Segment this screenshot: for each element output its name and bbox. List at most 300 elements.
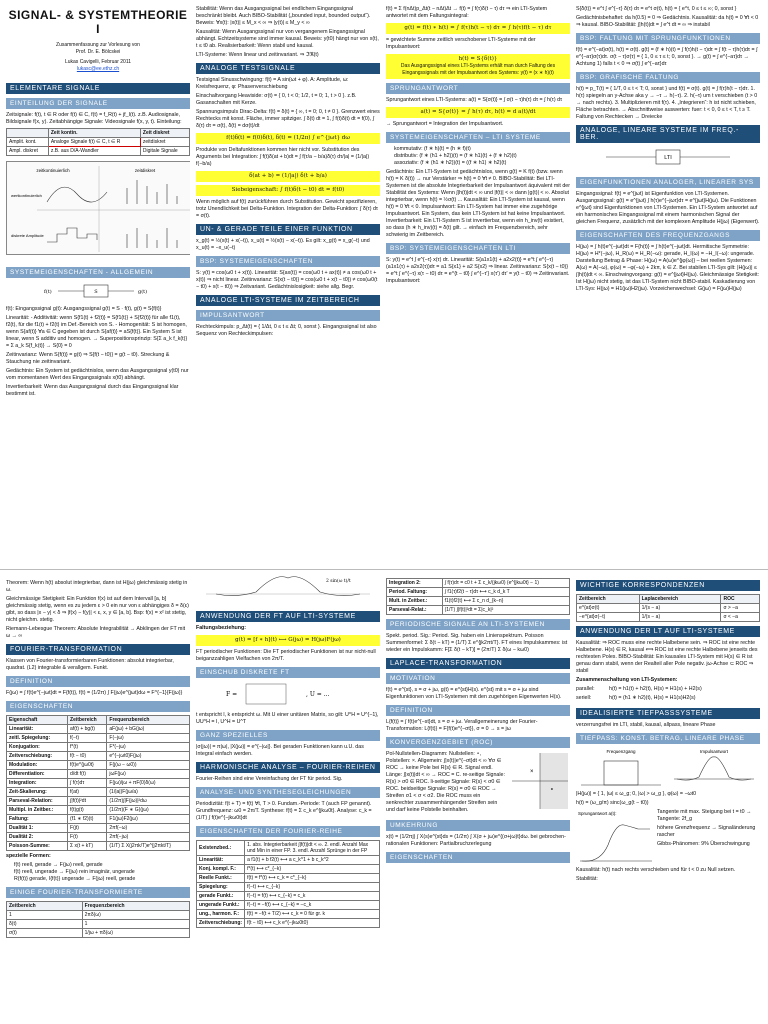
subsection-laplace-definition: DEFINITION	[386, 705, 570, 716]
subsection-periodische-signale: PERIODISCHE SIGNALE AN LTI-SYSTEMEN	[386, 619, 570, 630]
table-row	[197, 856, 380, 865]
inverse-text: x(t) = (1/2πj) ∫ X(s)e^{st}ds = (1/2π) ∫ X(σ + jω)e^{(σ+jω)t}dω. bei gebrochen-rationalen Funktionen: Partialbruchzerlegung	[386, 834, 566, 847]
table-cell: Dualität 2:	[7, 833, 68, 842]
input-label: f(t)	[44, 289, 52, 295]
table-cell: aF(jω) + bG(jω)	[107, 725, 190, 734]
table-row	[7, 761, 190, 770]
author-line: Lukas Cavigelli, Februar 2011	[64, 59, 132, 65]
table-cell: f(t − t0)	[68, 752, 107, 761]
pole-marker: ×	[530, 769, 534, 775]
table-row	[577, 613, 760, 622]
subsection-motivation: MOTIVATION	[386, 673, 570, 684]
step-response-row	[576, 809, 760, 867]
table-cell: 1/jω + πδ(ω)	[82, 929, 189, 938]
table-header: Zeitbereich	[577, 595, 640, 604]
riemann-text: Riemann-Lebesgue Theorem: Absolute Integrabilität → Abklingen der FT mit ω → ∞	[6, 626, 186, 639]
subsection-definition: DEFINITION	[6, 676, 190, 687]
table-cell: z.B. aus D/A-Wandler	[48, 147, 140, 156]
laplace-definition: L{f(t)} = ∫ f(t)e^{−st}dt, s = σ + jω. Verallgemeinerung der Fourier-Transformation: L{f(t)} = F{f(t)e^{−σt}}, σ = 0 → s = jω	[386, 719, 538, 732]
lti-properties-list	[394, 146, 570, 167]
table-row	[577, 604, 760, 613]
impulse-example-eq: S{δ(t)} = e^t ∫ e^{−τ} δ(τ) dτ = e^t σ(t), h(t) = { e^t, 0 ≤ t ≤ ∞; 0, sonst }	[576, 6, 737, 12]
impulse-text: Rechteckimpuls: p_Δt(t) = { 1/Δt, 0 ≤ t ≤ Δt; 0, sonst }. Eingangssignal ist also Sequenz von Rechteckimpulsen:	[196, 324, 377, 337]
subsection-analyse-synthese: ANALYSE- UND SYNTHESEGLEICHUNGEN	[196, 787, 380, 798]
table-cell: Konj. kompl. F.:	[197, 865, 245, 874]
table-cell: Mult. in Zeitber.:	[387, 597, 443, 606]
table-cell: f(−t) = −f(t) ⟷ c_{−k} = −c_k	[245, 901, 380, 910]
roc-block	[386, 751, 570, 816]
roc-text: Pol-Nullstellen-Diagramm: Nullstellen: ∘, Polstellen: ×. Allgemein: ∫|x(t)|e^{−σt}dt < ∞ ∀σ ∈ ROC → keine Pole bei R{s} ∈ R. Signal endl. Länge: ∫|x(t)|dt < ∞ → ROC = C. re-seitige Signale: R{s} > σ0 ∈ ROC. li-seitige Signale: R{s} < σ0 ∈ ROC. beidseitige Signale: R{s} = σ0 ∈ ROC → Streifen σ1 < σ < σ2. Die ROC muss ein senkrechter zusammenhängender Streifen sein und darf keine Polstelle beinhalten.	[386, 751, 505, 813]
table-cell: Integration 2:	[387, 579, 443, 588]
table-cell: f(t) = f*(t) ⟷ c_k = c*_{−k}	[245, 874, 380, 883]
fig-label: diskrete Amplitude	[11, 233, 44, 238]
fig-label: Frequenzgang	[606, 749, 636, 754]
table-cell: zeitdiskret	[140, 138, 189, 147]
column-4-top	[576, 0, 760, 566]
column-2-top	[196, 0, 380, 566]
table-cell: Linearität:	[197, 856, 245, 865]
svg-text:, U = ...: , U = ...	[306, 691, 330, 698]
table-cell: Faltung:	[7, 815, 68, 824]
dft-matrix-figure	[196, 681, 380, 707]
table-cell: Linearität:	[7, 725, 68, 734]
section-laplace: LAPLACE-TRANSFORMATION	[386, 658, 570, 669]
lowpass-eq: |H(jω)| = { 1, |ω| ≤ ω_g; 0, |ω| > ω_g }, φ(ω) = −ωt0	[576, 791, 697, 797]
table-cell: (1/2π)(F ∗ G)(jω)	[107, 806, 190, 815]
table-cell: Parseval-Relation:	[7, 797, 68, 806]
eigenfunction-text: Eingangssignal: f(t) = e^{jωt} ist Eigenfunktion von LTI-Systemen. Ausgangssignal: g(t) = e^{jωt} ∫ h(τ)e^{−jωτ}dτ = e^{jωt}H(jω). Die Funktionen e^{jωt} sind Eigenfunktionen von LTI-Systemen. Ein LTI-System antwortet auf ein harmonisches Eingangssignal mit einem harmonischen Signal der gleichen Frequenz, zusätzlich mit der komplexen Amplitude H(jω) (Eigenwert).	[576, 191, 760, 225]
fourier-series-table	[196, 840, 380, 928]
table-cell: jωF(jω)	[107, 770, 190, 779]
zero-marker: ∘	[550, 787, 554, 793]
fig-label: zeitkontinuierlich	[36, 168, 70, 173]
highlight-scaling: δ(at + b) = (1/|a|) δ(t + b/a)	[196, 171, 380, 182]
table-cell: 1/(s − a)	[639, 604, 721, 613]
sinc-figure	[196, 574, 380, 602]
laplace-pairs-table	[576, 594, 760, 622]
section-elementare-signale: ELEMENTARE SIGNALE	[6, 83, 190, 94]
section-korrespondenzen: WICHTIGE KORRESPONDENZEN	[576, 580, 760, 591]
subsection-roc: KONVERGENZGEBIET (ROC)	[386, 737, 570, 748]
table-cell: Period. Faltung:	[387, 588, 443, 597]
subsection-systemeigenschaften: SYSTEMEIGENSCHAFTEN - ALLGEMEIN	[6, 267, 190, 278]
lti-text: LTI-Systeme: Wenn linear und zeitinvariant. ⇒ ℑℜ(t)	[196, 52, 319, 58]
table-row	[197, 841, 380, 856]
table-header: Eigenschaft	[7, 716, 68, 725]
table-header: Frequenzbereich	[82, 902, 189, 911]
svg-text:F =: F =	[226, 691, 238, 698]
page-divider	[0, 569, 768, 570]
sum-equation: f(t) = Σ f(nΔt)p_Δt(t − nΔt)Δt → f(t) = ∫ f(τ)δ(t − τ) dτ ⇒ ein LTI-System antwortet mit dem Faltungsintegral:	[386, 6, 548, 19]
motivation-text: f(t) = e^{st}, s = σ + jω, g(t) = e^{st}H(s). e^{st} mit s = σ + jω sind Eigenfunktionen von LTI-Systemen mit den zugehörigen Eigenwerten H(s).	[386, 687, 562, 700]
table-cell: σ(t)	[7, 929, 83, 938]
einteilung-text: Zeitsignale: f(t), t ∈ R oder f(t) ∈ C, f(t) = f_R(t) + jf_I(t). z.B. Audiosignale, Bildsignale f(x, y). Zeitabhängige Signale: Videosignale f(x, y, t). Einteilung:	[6, 112, 182, 125]
table-cell: 1/(s − a)	[639, 613, 721, 622]
table-row	[387, 579, 570, 588]
column-1-bottom	[6, 574, 190, 1024]
table-cell: Analoge Signale f(t) ∈ C, t ∈ R	[48, 138, 140, 147]
subsection-lti-eigenschaften: SYSTEMEIGENSCHAFTEN – LTI SYSTEME	[386, 132, 570, 143]
table-cell: δ(t)	[7, 920, 83, 929]
serial-label: seriell:	[576, 695, 592, 701]
table-cell: a f1(t) + b f2(t) ⟷ a c_k^1 + b c_k^2	[245, 856, 380, 865]
parallel-label: parallel:	[576, 686, 595, 692]
table-cell: (f1 ∗ f2)(t)	[68, 815, 107, 824]
section-tiefpass: IDEALISIERTE TIEFPASSSYSTEME	[576, 708, 760, 719]
causality-stability-text: Kausalität: ⇒ ROC muss eine rechte Halbebene sein. ⇒ ROC ist eine rechte Halbebene. H(s) ∈ R, kausal ⟺ ROC ist eine rechte Halbebene jenseits des rechtesten Poles. BIBO-Stabilität: Ein kausales LTI-System mit H(s) ∈ R ist genau dann stabil, wenn der Realteil aller Pole negativ. jω-Achse ⊂ ROC ⇒ stabil	[576, 640, 758, 674]
table-cell: ∫ f(τ)dτ = c0 t + Σ c_k/(jkω0) (e^{jkω0t} − 1)	[442, 579, 569, 588]
table-cell: 1. abs. Integrierbarkeit ∫|f(t)|dt < ∞. 2. endl. Anzahl Max und Min in einer FP. 3. endl. Anzahl Sprünge in der FP	[245, 841, 380, 856]
table-cell: (1/T) ∫|f(t)|²dt = Σ|c_k|²	[442, 606, 569, 615]
table-cell: F(jt)	[68, 824, 107, 833]
column-2-bottom	[196, 574, 380, 1024]
convolution-text: = gewichtete Summe zeitlich verschobener LTI-Systeme mit der Impulsantwort:	[386, 37, 536, 50]
table-cell: f(−t)	[68, 734, 107, 743]
column-3-top	[386, 0, 570, 566]
subsection-ganz-spezielles: GANZ SPEZIELLES	[196, 730, 380, 741]
subsection-tiefpass: TIEFPASS: KONST. BETRAG, LINEARE PHASE	[576, 733, 760, 744]
table-row	[387, 606, 570, 615]
system-label: S	[94, 289, 98, 295]
pole-zero-diagram	[510, 751, 570, 811]
higher-cutoff-text: höhere Grenzfrequenz → Signaländerung rascher	[657, 825, 756, 838]
subsection-bsp-lti: BSP: SYSTEMEIGENSCHAFTEN LTI	[386, 243, 570, 254]
sifting-text: Wenn möglich auf f(t) zurückführen durch Substitution. Gewicht spezifizieren, trotz Unendlichkeit bei Delta-Funktion. Integration der Delta-Funktion: ∫ δ(τ) dτ = σ(t).	[196, 199, 378, 219]
table-cell: ∫ f(τ)dτ	[68, 779, 107, 788]
section-testsignale: ANALOGE TESTSIGNALE	[196, 63, 380, 74]
serial-eq: h(t) = (h1 ∗ h2)(t), H(s) = H1(s)H2(s)	[609, 695, 696, 701]
table-cell: Differentiation:	[7, 770, 68, 779]
author-email-link[interactable]: lukasc@ee.ethz.ch	[76, 66, 120, 72]
subsection-grafische-faltung: BSP: GRAFISCHE FALTUNG	[576, 72, 760, 83]
table-row	[7, 788, 190, 797]
column-4-bottom	[576, 574, 760, 1024]
subsection-sprungantwort: SPRUNGANTWORT	[386, 83, 570, 94]
ft-pairs-table	[6, 901, 190, 938]
sinc-label: 2 sin(ω t)/t	[326, 579, 351, 584]
table-cell: Σ x(t + kT)	[68, 842, 107, 851]
digital-stems	[127, 228, 177, 248]
subtitle-line-1: Zusammenfassung zur Vorlesung von	[56, 42, 140, 48]
causality-lowpass-text: Kausalität: h(t) nach rechts verschieben und für t < 0 zu Null setzen.	[576, 867, 736, 873]
table-cell: f(−t) = f(t) ⟷ c_{−k} = c_k	[245, 892, 380, 901]
serial-row	[576, 695, 760, 704]
heaviside-text: Einschaltvorgang Heaviside: σ(t) = { 0, t < 0; 1/2, t = 0; 1, t > 0 }. z.B. Gasanschalten mit Kerze.	[196, 93, 357, 106]
table-cell: ung., harmon. F.:	[197, 910, 245, 919]
memory-text: Gedächtnis: Ein System ist gedächtnislos, wenn das Ausgangssignal y(t0) nur vom momentanen Wert des Eingangssignals x(t0) abhängt.	[6, 368, 189, 381]
highlight-step: a(t) = S{σ(t)} = ∫ h(τ) dτ, h(t) = d a(t)/dt	[386, 107, 570, 118]
table-cell: f*(t) ⟷ c*_{−k}	[245, 865, 380, 874]
table-row	[7, 734, 190, 743]
table-header: ROC	[721, 595, 760, 604]
table-row	[7, 138, 190, 147]
table-cell: Multipl. in Zeitber.:	[7, 806, 68, 815]
example-text: S: y(t) = cos(ω0 t + x(t)). Linearität: S{ax(t)} = cos(ω0 t + ax(t)) ≠ a cos(ω0 t + x(t)) ⇒ nicht linear. Zeitinvarianz: S{x(t − t0)} = cos(ω0 t + x(t − t0)) ≠ cos(ω0(t − t0) + x(t − t0)) ⇒ Zeitvariant. Gedächtnislosigkeit: siehe allg. Begr.	[196, 270, 378, 290]
table-cell: 1	[82, 920, 189, 929]
causality-text: Kausalität: Wenn Ausgangssignal nur von vergangenem Eingangssignal abhängt. Echtzeitsysteme sind immer kausal. Beweis: y(t0) hängt nur von x(t), t ≤ t0 ab. Realisierbarkeit: Wenn stabil und kausal.	[196, 29, 379, 49]
linearity-text: Linearität: - Additivität: wenn S{f1(t) + f2(t)} = S{f1(t)} + S{f2(t)} für alle f1(t), f2(t), für die f1(t) + f2(t) im Def.-Bereich von S. - Homogenität: S ist homogen, wenn S{af(t)} ∀a ∈ C gegeben ist durch S{af(t)} = aS{f(t)}. Ein System S ist linear, wenn S additiv und homogen. → Superpositionsprinzip: S{Σ a_k f_k(t)} = Σ a_k S{f_k(t)} → S{0} = 0	[6, 315, 188, 349]
fourier-properties-table	[6, 715, 190, 851]
table-cell: e^{at}σ(t)	[577, 604, 640, 613]
sinus-text: Testsignal Sinusschwingung: f(t) = A sin(ωt + φ). A: Amplitude, ω: Kreisfrequenz, φ: Phasenverschiebung	[196, 77, 349, 90]
table-cell: f(t)g(t)	[68, 806, 107, 815]
fourier-classes-text: Klassen von Fourier-transformierbaren Funktionen: absolut integrierbar, quadrat. (L2) integrable & verallgem. Funkt.	[6, 658, 174, 671]
lti-block-diagram	[576, 146, 760, 168]
discrete-stems	[127, 180, 177, 204]
table-cell: f(at)	[68, 788, 107, 797]
lti-box-label: LTI	[664, 155, 672, 161]
table-cell: Modulation:	[7, 761, 68, 770]
table-cell: (1/T) Σ X(j2πk/T)e^{j2πkt/T}	[107, 842, 190, 851]
table-row	[387, 588, 570, 597]
table-row	[197, 910, 380, 919]
column-1-top	[6, 0, 190, 566]
table-header: Zeit kontin.	[48, 129, 140, 138]
section-anwendung-lt: ANWENDUNG DER LT AUF LTI-SYSTEME	[576, 626, 760, 637]
subsection-frequenzgang: EIGENSCHAFTEN DES FREQUENZGANGS	[576, 230, 760, 241]
table-header: Zeit diskret	[140, 129, 189, 138]
signal-classification-table	[6, 128, 190, 156]
periodic-ft-text: FT periodischer Funktionen: Die FT periodischer Funktionen ist nur nicht-null beiganzzahligen Vielfachen von 2π/T.	[196, 649, 376, 662]
table-cell: Existenzbed.:	[197, 841, 245, 856]
table-row	[7, 797, 190, 806]
fourier-definition: F(jω) = ∫ f(t)e^{−jωt}dt = F{f(t)}, f(t) = (1/2π) ∫ F(jω)e^{jωt}dω = F^{−1}{F(jω)}	[6, 690, 183, 696]
subsection-einige-ft: EINIGE FOURIER-TRANSFORMIERTE	[6, 887, 190, 898]
subtitle-line-2: Prof. Dr. E. Bölcskei	[75, 49, 121, 55]
highlight-dirac: f(t)δ(t) = f(0)δ(t), δ(t) = (1/2π) ∫ e^{jωt} dω	[196, 133, 380, 144]
table-header: Zeitbereich	[7, 902, 83, 911]
theorem-text: Theorem: Wenn h(t) absolut integrierbar, dann ist H(jω) gleichmässig stetig in ω.	[6, 580, 188, 593]
special-forms-title: spezielle Formen:	[6, 853, 51, 859]
frequency-response-figure	[576, 747, 666, 791]
table-cell: d/dt f(t)	[68, 770, 107, 779]
table-cell: (1/2π)∫|F(jω)|²dω	[107, 797, 190, 806]
faltung-label: Faltungsbeziehung:	[196, 625, 247, 631]
stability-text: Stabilität: Wenn das Ausgangssignal bei endlichem Eingangssignal beschränkt bleibt. Auch BIBO-Stabilität („bounded input, bounded output“). Beweis: ∀x(t): |x(t)| ≤ M_x < ∞ ⇒ |y(t)| ≤ M_y < ∞	[196, 6, 371, 26]
table-cell: e^{−jωt0}F(jω)	[107, 752, 190, 761]
table-cell: Poisson-Summe:	[7, 842, 68, 851]
continuous-signal-curve	[47, 187, 107, 202]
dirac-text: Spannungsimpuls Dirac-Delta: f(t) = δ(t) = { ∞, t = 0; 0, t ≠ 0 }. Grenzwert eines Rechtecks mit konst. Fläche, immer spitziger. ∫ δ(t) dt = 1, ∫ f(t)δ(t) dt = f(0), ∫ δ(τ) dτ = σ(t), δ(t) = dσ(t)/dt	[196, 109, 380, 129]
table-cell: 2πδ(ω)	[82, 911, 189, 920]
parallel-eq: h(t) = h1(t) + h2(t), H(s) = H1(s) + H2(s)	[609, 686, 702, 692]
table-cell: Konjugation:	[7, 743, 68, 752]
quantized-signal	[47, 228, 97, 242]
subsection-laplace-eigenschaften: EIGENSCHAFTEN	[386, 852, 570, 863]
time-invariance-text: Zeitinvarianz: Wenn S{f(t)} = g(t) ⇒ S{f(t − t0)} = g(t − t0). Streckung & Stauchung nie zeitinvariant.	[6, 352, 170, 365]
table-cell: Zeitverschiebung:	[7, 752, 68, 761]
document-title: SIGNAL- & SYSTEMTHEORIE I	[8, 8, 188, 36]
subsection-faltung-sprung: BSP: FALTUNG MIT SPRUNGFUNKTIONEN	[576, 33, 760, 44]
list-item: • assoziativ: (f ∗ (h1 ∗ h2))(t) = ((f ∗ h1) ∗ h2)(t)	[394, 160, 570, 167]
lowpass-figures	[576, 747, 760, 791]
table-cell: −e^{at}σ(−t)	[577, 613, 640, 622]
table-cell: af(t) + bg(t)	[68, 725, 107, 734]
lti-properties-text: Gedächtnis: Ein LTI-System ist gedächtnislos, wenn g(t) = K f(t) (bzw. wenn h(t) = K δ(t)) → nur Verstärker ⇒ h(t) = 0 ∀t ≠ 0. BIBO-Stabilität: Bei LTI-Systemen ist die absolute Integrierbarkeit der Impulsantwort äquivalent mit der Stabilität des Systems: Wenn ∫|h(t)|dt < ∞ und |f(t)| < ∞ dann |g(t)| < ∞. Absolut integrierbar, wenn h(t) = ½σ(t) ... Kausalität: Ein LTI-System ist kausal, wenn h(t) = 0 ∀t < 0. Impulsantwort: Ein LTI-System hat immer eine zugehörige Impulsantwort. Ein System, das kein LTI-System ist hat keine Impulsantwort. Invertierbarkeit: Ein LTI-System S ist invertierbar, wenn ein h_inv(t) existiert, so dass (h ∗ h_inv)(t) = δ(t) gilt. → einfach im Frequenzbereich, sehr schwierig im Zeitbereich.	[386, 169, 570, 238]
section-harmonische-analyse: HARMONISCHE ANALYSE – FOURIER-REIHEN	[196, 762, 380, 773]
table-cell: Digitale Signale	[140, 147, 189, 156]
table-cell: F(−jω)	[107, 734, 190, 743]
fig-label: zeitdiskret	[134, 168, 156, 173]
table-cell: σ > −a	[721, 604, 760, 613]
table-cell: f1(t)f2(t) ⟷ Σ c_n d_{k−n}	[442, 597, 569, 606]
section-freq-bereich: ANALOGE, LINEARE SYSTEME IM FREQ.-BER.	[576, 125, 760, 143]
subsection-einteilung: EINTEILUNG DER SIGNALE	[6, 98, 190, 109]
table-row	[7, 743, 190, 752]
impulse-def: h(t) = S{δ(t)}	[458, 56, 498, 62]
lti-example-text: S: y(t) = e^t ∫ e^{−τ} x(τ) dτ. Linearität: S{a1x1(t) + a2x2(t)} = e^t ∫ e^{−τ}(a1x1(τ) + a2x2(τ))dτ = a1 S{x1} + a2 S{x2} ⇒ linear. Zeitinvarianz: S{x(t − t0)} = e^t ∫ e^{−τ} x(τ − t0) dτ = e^{t − t0} ∫ e^{−τ'} x(τ') dτ' = y(t − t0) ⇒ Zeitinvariant. Impulsantwort:	[386, 257, 570, 284]
analysis-synthesis-text: Periodizität: f(t + T) = f(t) ∀t, T > 0. Fundam.-Periode: T (auch FP genannt). Grundfrequenz: ω0 = 2π/T. Synthese: f(t) = Σ c_k e^{jkω0t}. Analyse: c_k = (1/T) ∫ f(t)e^{−jkω0t}dt	[196, 801, 372, 821]
list-item: • f(t) reell, gerade → F(jω) reell, gerade	[14, 862, 190, 869]
table-row	[387, 597, 570, 606]
table-row	[197, 901, 380, 910]
impulse-note: Das Ausgangssignal eines LTI-Systems erhält man durch Faltung des Eingangssignals mit der Impulsantwort des Systems: y(t) = (x ∗ h)(t)	[400, 63, 556, 76]
table-header: Laplacebereich	[639, 595, 721, 604]
table-cell: f(t) = −f(t + T/2) ⟷ c_k = 0 für gr. k	[245, 910, 380, 919]
table-row	[7, 147, 190, 156]
step-convolution-text: f(t) = e^{−at}σ(t), h(t) = σ(t). g(t) = (f ∗ h)(t) = ∫ f(τ)h(t − τ)dτ = ∫ f(t − τ)h(τ)dτ = ∫ e^{−aτ}σ(τ)dτ. σ(t − τ)σ(τ) = { 1, 0 ≤ τ ≤ t; 0, sonst }. → g(t) = ∫ e^{−aτ}dτ → Achtung 1) falls t < 0 ⇒ σ(t) ∫ e^{−aτ}dτ	[576, 47, 758, 67]
table-row	[7, 725, 190, 734]
lowpass-eq-2: h(t) = (ω_g/π) sinc(ω_g(t − t0))	[576, 800, 649, 806]
highlight-impulse-response	[386, 54, 570, 79]
interconnection-title: Zusammenschaltung von LTI-Systemen:	[576, 677, 678, 683]
lowpass-text: verzerrungsfrei im LTI, stabil, kausal, allpass, lineare Phase	[576, 722, 716, 728]
subsection-umkehrung: UMKEHRUNG	[386, 820, 570, 831]
section-gerade-ungerade: UN- & GERADE TEILE EINER FUNKTION	[196, 224, 380, 235]
table-cell: 2πf(−jω)	[107, 833, 190, 842]
table-header	[7, 129, 49, 138]
section-lti-zeitbereich: ANALOGE LTI-SYSTEME IM ZEITBEREICH	[196, 295, 380, 306]
table-cell: 2πf(−ω)	[107, 824, 190, 833]
table-row	[197, 874, 380, 883]
table-header: Frequenzbereich	[107, 716, 190, 725]
table-cell: Ampl. diskret	[7, 147, 49, 156]
system-block-diagram	[6, 281, 190, 301]
table-cell: F1(jω)F2(jω)	[107, 815, 190, 824]
step-response-figure	[576, 809, 654, 867]
table-cell: Zeitverschiebung:	[197, 919, 245, 928]
even-odd-text: x_g(t) = ½(x(t) + x(−t)), x_u(t) = ½(x(t) − x(−t)). Es gilt: x_g(t) = x_g(−t) und x_u(t) = −x_u(−t)	[196, 238, 370, 251]
table-row	[7, 833, 190, 842]
table-row	[7, 806, 190, 815]
list-item: • kommutativ: (f ∗ h)(t) = (h ∗ f)(t)	[394, 146, 570, 153]
table-cell: Spiegelung:	[197, 883, 245, 892]
uniform-continuity-text: Gleichmässige Stetigkeit: Ein Funktion f(x) ist auf dem Intervall [a, b] gleichmässig stetig, wenn es zu jedem ε > 0 ein nur von ε abhängiges δ = δ(ε) gibt, so dass |x − y| < δ ⇒ |f(x) − f(y)| < ε, x, y ∈ [a, b]. Bsp: f(x) = x² ist stetig, nicht gleichm. stetig.	[6, 596, 189, 623]
step-text: Sprungantwort eines LTI-Systems: a(t) = S{σ(t)} = ∫ σ(t − τ)h(τ) dτ = ∫ h(τ) dτ	[386, 97, 563, 103]
table-cell: Reelle Funkt.:	[197, 874, 245, 883]
subsection-bsp-systemeigenschaften: BSP: SYSTEMEIGENSCHAFTEN	[196, 256, 380, 267]
subsection-eigenfunktionen: EIGENFUNKTIONEN ANALOGER, LINEARER SYS	[576, 177, 760, 188]
impulse-response-figure	[669, 747, 759, 791]
table-row	[7, 815, 190, 824]
output-label: g(t)	[138, 289, 148, 295]
table-cell: zeitl. Spiegelung:	[7, 734, 68, 743]
table-cell: Dualität 1:	[7, 824, 68, 833]
list-item: • f(t) reell, ungerade → F(jω) rein imaginär, ungerade	[14, 869, 190, 876]
table-row	[197, 892, 380, 901]
section-anwendung-ft: ANWENDUNG DER FT AUF LTI-SYSTEME	[196, 611, 380, 622]
stability-label: Stabilität:	[576, 876, 598, 882]
table-cell: Integration:	[7, 779, 68, 788]
table-cell: σ < −a	[721, 613, 760, 622]
system-definition-text: f(t): Eingangssignal g(t): Ausgangssignal g(t) = S · f(t), g(t) = S{f(t)}	[6, 306, 162, 312]
table-row	[7, 779, 190, 788]
table-header: Zeitbereich	[68, 716, 107, 725]
column-3-bottom	[386, 574, 570, 1024]
fig-label: Impulsantwort	[699, 749, 729, 754]
table-row	[7, 911, 190, 920]
table-cell: 1	[7, 911, 83, 920]
table-cell: (1/|a|)F(jω/a)	[107, 788, 190, 797]
table-row	[7, 770, 190, 779]
table-row	[197, 865, 380, 874]
table-cell: F(t)	[68, 833, 107, 842]
parallel-row	[576, 686, 760, 695]
table-cell: F(jω)/jω + πF(0)δ(ω)	[107, 779, 190, 788]
table-cell: F(j(ω − ω0))	[107, 761, 190, 770]
table-cell: F*(−jω)	[107, 743, 190, 752]
subsection-diskrete-ft: EINSCHUB DISKRETE FT	[196, 667, 380, 678]
section-fourier: FOURIER-TRANSFORMATION	[6, 644, 190, 655]
table-cell: Zeit-Skalierung:	[7, 788, 68, 797]
highlight-ft-convolution: g(t) = [f ∗ h](t) ⟷ G(jω) = H(jω)F(jω)	[196, 635, 380, 646]
table-cell: f(t − t0) ⟷ c_k e^{−jkω0t0}	[245, 919, 380, 928]
dft-text: t entspricht l, k entspricht ω. Mit U einer unitären Matrix, so gilt: U^H = U^{−1}, UU^H = I, U^H = U^T	[196, 712, 379, 725]
properties-body	[7, 725, 190, 851]
table-cell: gerade Funkt.:	[197, 892, 245, 901]
subsection-eigenschaften: EIGENSCHAFTEN	[6, 701, 190, 712]
table-row	[7, 842, 190, 851]
table-cell: f*(t)	[68, 743, 107, 752]
product-text: Produkte von Deltafunktionen kommen hier nicht vor. Substitution des Arguments bei Integration: ∫ f(t)δ(at + b)dt = ∫ f(τ/a − b/a)δ(τ) dτ/|a| = (1/|a|) f(−b/a)	[196, 147, 370, 167]
table-cell: f(t)e^{jω0t}	[68, 761, 107, 770]
list-item: • distributiv: (f ∗ (h1 + h2))(t) = (f ∗ h1)(t) + (f ∗ h2)(t)	[394, 153, 570, 160]
step-note: → Sprungantwort = Integration der Impulsantwort.	[386, 121, 504, 127]
harmonic-text: Fourier-Reihen sind eine Vereinfachung der FT für period. Sig.	[196, 776, 343, 782]
tangent-text: Tangente mit max. Steigung bei t = t0 → Tangente: 2f_g	[657, 809, 752, 822]
fr-continuation-table	[386, 578, 570, 615]
frequency-response-text: H(jω) = ∫ h(t)e^{−jωt}dt = F{h(t)} = ∫ h(t)e^{−jωt}dt. Hermitische Symmetrie: H(jω) = H*(−jω), H_R(ω) = H_R(−ω): gerade, H_I(ω) = −H_I(−ω): ungerade. Darstellung Betrag & Phase: H(jω) = A(ω)e^{jφ(ω)} – bei reellen Systemen: A(ω) = A(−ω), φ(ω) = −φ(−ω) + 2kπ, k ∈ Z. Bei stabilen LTI-Sys gilt: |H(jω)| ≤ ∫|h(t)|dt < ∞. Einschwingvorgang: g(t) = e^{jωt}H(jω). Gleichmässige Stetigkeit: Ist H(jω) nicht stetig, ist das LTI-System nicht BIBO-stabil. Kaskadierung von LTI-Sys: H(jω) = H1(jω)H2(jω). Vorzeichenwechsel: G(jω) = F(jω)H(jω)	[576, 244, 760, 292]
highlight-convolution: g(t) = f(t) ∗ h(t) = ∫ f(τ)h(t − τ) dτ = ∫ h(τ)f(t − τ) dτ	[386, 23, 570, 34]
subsection-eigenschaften-fr: EIGENSCHAFTEN DER FOURIER-REIHE	[196, 826, 380, 837]
periodic-text: Spekt. period. Sig.: Period. Sig. haben ein Linienspektrum. Poisson Summenformel: Σ δ(t − kT) = (1/T) Σ e^{jk2πt/T}. FT eines Impulskammes: ist wieder ein Impulskamm: F[Σ δ(t − kT)] = (2π/T) Σ δ(ω − kω0)	[386, 633, 568, 653]
table-cell: Parseval-Relat.:	[387, 606, 443, 615]
table-cell: f(−t) ⟷ c_{−k}	[245, 883, 380, 892]
table-cell: Amplit. kont.	[7, 138, 49, 147]
signal-types-figure	[6, 161, 190, 255]
special-text: |σ(jω)| = π|ω|, |X(jω)| = e^{−|ω|}. Bei geraden Funktionen kann u.U. das Integral einfach werden.	[196, 744, 364, 757]
subsection-impulsantwort: IMPULSANTWORT	[196, 310, 380, 321]
table-row	[7, 752, 190, 761]
gibbs-text: Gibbs-Phänomen: 9% Überschwingung	[657, 841, 750, 847]
list-item: • R{f(t)} gerade, I{f(t)} ungerade → F(jω) reell, gerade	[14, 876, 190, 883]
table-cell: ungerade Funkt.:	[197, 901, 245, 910]
fig-label: Sprungantwort a(t):	[578, 811, 617, 816]
example-properties: Gedächtnisbehaftet: da h(0.5) = 0 ⇒ Gedächtnis. Kausalität: da h(t) = 0 ∀t < 0 ⇒ kausal. BIBO-Stabilität: ∫|h(t)|dt = ∫ e^t dt = ∞ ⇒ instabil	[576, 15, 759, 28]
table-row	[197, 919, 380, 928]
table-row	[7, 824, 190, 833]
special-forms-list	[14, 862, 190, 883]
highlight-sifting: Siebeigenschaft: ∫ f(t)δ(t − t0) dt = f(t0)	[196, 185, 380, 196]
table-cell: ∫ f1(τ)f2(t − τ)dτ ⟷ c_k d_k T	[442, 588, 569, 597]
invertibility-text: Invertierbarkeit: Wenn das Ausgangssignal durch das Eingangssignal klar bestimmt ist.	[6, 384, 179, 397]
table-row	[197, 883, 380, 892]
table-cell: ∫|f(t)|²dt	[68, 797, 107, 806]
table-row	[7, 920, 190, 929]
fig-label: wertkontinuierlich	[11, 193, 42, 198]
table-row	[7, 929, 190, 938]
graphic-convolution-text: h(t) = p_T(t) = { 1/T, 0 ≤ t < T; 0, sonst } und f(t) = σ(t). g(t) = ∫ f(τ)h(t − τ)dτ. 1. h(τ) spiegeln an y-Achse aka y → −τ → h(−τ). 2. h(−τ) um t verschieben (t > 0 → nach rechts). 3. Multiplizieren mit f(τ). 4. „Integrieren“: h ist nicht schieben, Fläche betrachten. → Abschnittweise auswerten: fuer: t < 0, 0 ≤ t < T, t ≥ T. Faltung von Rechtecken → Dreiecke	[576, 86, 758, 120]
